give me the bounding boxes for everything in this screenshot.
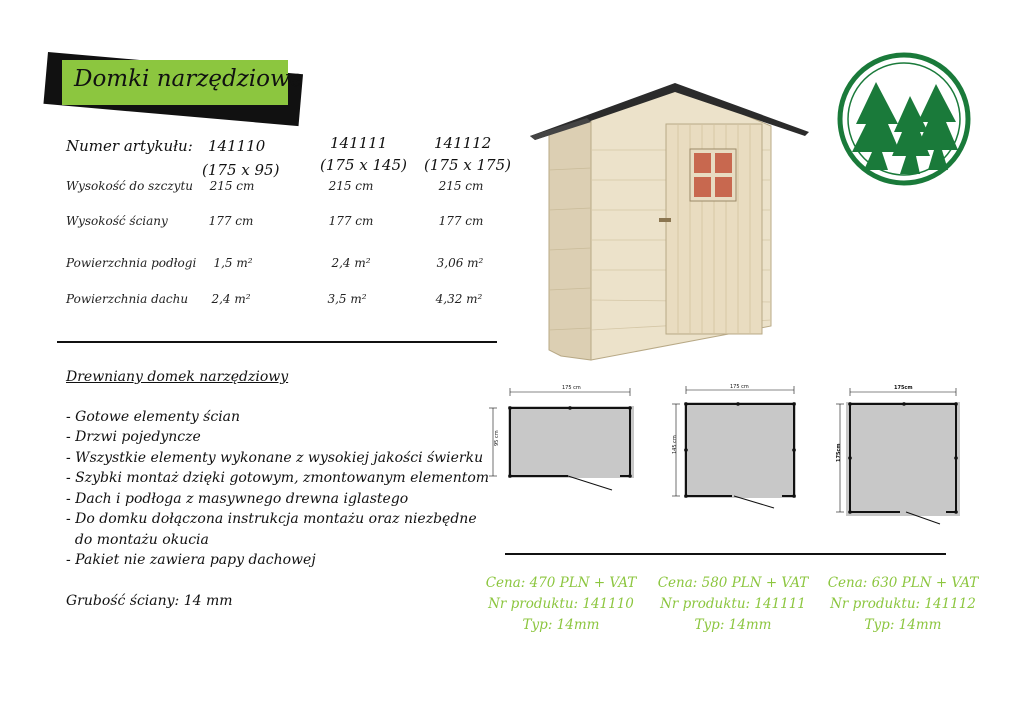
plan-depth-label: 175cm — [836, 443, 842, 462]
row-label-floor-area: Powierzchnia podłogi — [66, 256, 197, 270]
row-label-ridge-height: Wysokość do szczytu — [66, 179, 193, 193]
description-heading: Drewniany domek narzędziowy — [66, 369, 289, 385]
wall-thickness: Grubość ściany: 14 mm — [66, 593, 233, 609]
product-number: Nr produktu: 141111 — [660, 596, 806, 612]
product-number: Nr produktu: 141112 — [830, 596, 976, 612]
row-value: 3,06 m² — [436, 256, 484, 270]
article-size-2: (175 x 145) — [320, 156, 407, 174]
feature-item: - Gotowe elementy ścian — [66, 409, 241, 425]
feature-item: - Szybki montaż dzięki gotowym, zmontowanym elementom — [66, 470, 490, 486]
row-value: 4,32 m² — [435, 292, 483, 306]
price-block-1 — [476, 573, 646, 636]
article-size-1: (175 x 95) — [202, 161, 280, 179]
price: Cena: 470 PLN + VAT — [485, 575, 637, 591]
row-value: 177 cm — [208, 214, 254, 228]
article-number-1: 141110 — [208, 137, 266, 155]
plan-depth-label: 145 cm — [672, 435, 678, 454]
price: Cena: 630 PLN + VAT — [827, 575, 979, 591]
row-value: 2,4 m² — [211, 292, 251, 306]
floor-plan-2 — [664, 382, 814, 512]
feature-item: - Wszystkie elementy wykonane z wysokiej jakości świerku — [66, 450, 484, 466]
type: Typ: 14mm — [694, 617, 772, 633]
article-number-label: Numer artykułu: — [66, 137, 193, 155]
plan-width-label: 175 cm — [730, 384, 749, 390]
row-value: 2,4 m² — [331, 256, 371, 270]
article-number-3: 141112 — [434, 134, 492, 152]
floor-plan-1 — [488, 382, 648, 494]
plan-width-label: 175 cm — [562, 385, 581, 391]
product-number: Nr produktu: 141110 — [488, 596, 634, 612]
type: Typ: 14mm — [864, 617, 942, 633]
row-value: 215 cm — [438, 179, 484, 193]
feature-item: do montażu okucia — [66, 532, 209, 548]
article-number-2: 141111 — [330, 134, 388, 152]
feature-item: - Pakiet nie zawiera papy dachowej — [66, 552, 316, 568]
floor-plan-3 — [826, 382, 976, 528]
feature-item: - Do domku dołączona instrukcja montażu oraz niezbędne — [66, 511, 477, 527]
plan-width-label: 175cm — [894, 385, 913, 391]
price-block-2 — [648, 573, 818, 636]
page-title: Domki narzędziowe — [74, 66, 304, 92]
row-value: 215 cm — [209, 179, 255, 193]
price: Cena: 580 PLN + VAT — [657, 575, 809, 591]
row-value: 177 cm — [438, 214, 484, 228]
divider — [57, 341, 497, 343]
feature-item: - Drzwi pojedyncze — [66, 429, 201, 445]
row-value: 215 cm — [328, 179, 374, 193]
plan-depth-label: 95 cm — [494, 430, 500, 446]
pine-trees-icon — [836, 52, 972, 187]
row-value: 177 cm — [328, 214, 374, 228]
type: Typ: 14mm — [522, 617, 600, 633]
row-label-roof-area: Powierzchnia dachu — [66, 292, 189, 306]
shed-illustration — [525, 80, 815, 365]
row-value: 3,5 m² — [327, 292, 367, 306]
divider — [505, 553, 946, 555]
article-size-3: (175 x 175) — [424, 156, 511, 174]
row-value: 1,5 m² — [213, 256, 253, 270]
feature-item: - Dach i podłoga z masywnego drewna iglastego — [66, 491, 409, 507]
row-label-wall-height: Wysokość ściany — [66, 214, 168, 228]
price-block-3 — [818, 573, 988, 636]
